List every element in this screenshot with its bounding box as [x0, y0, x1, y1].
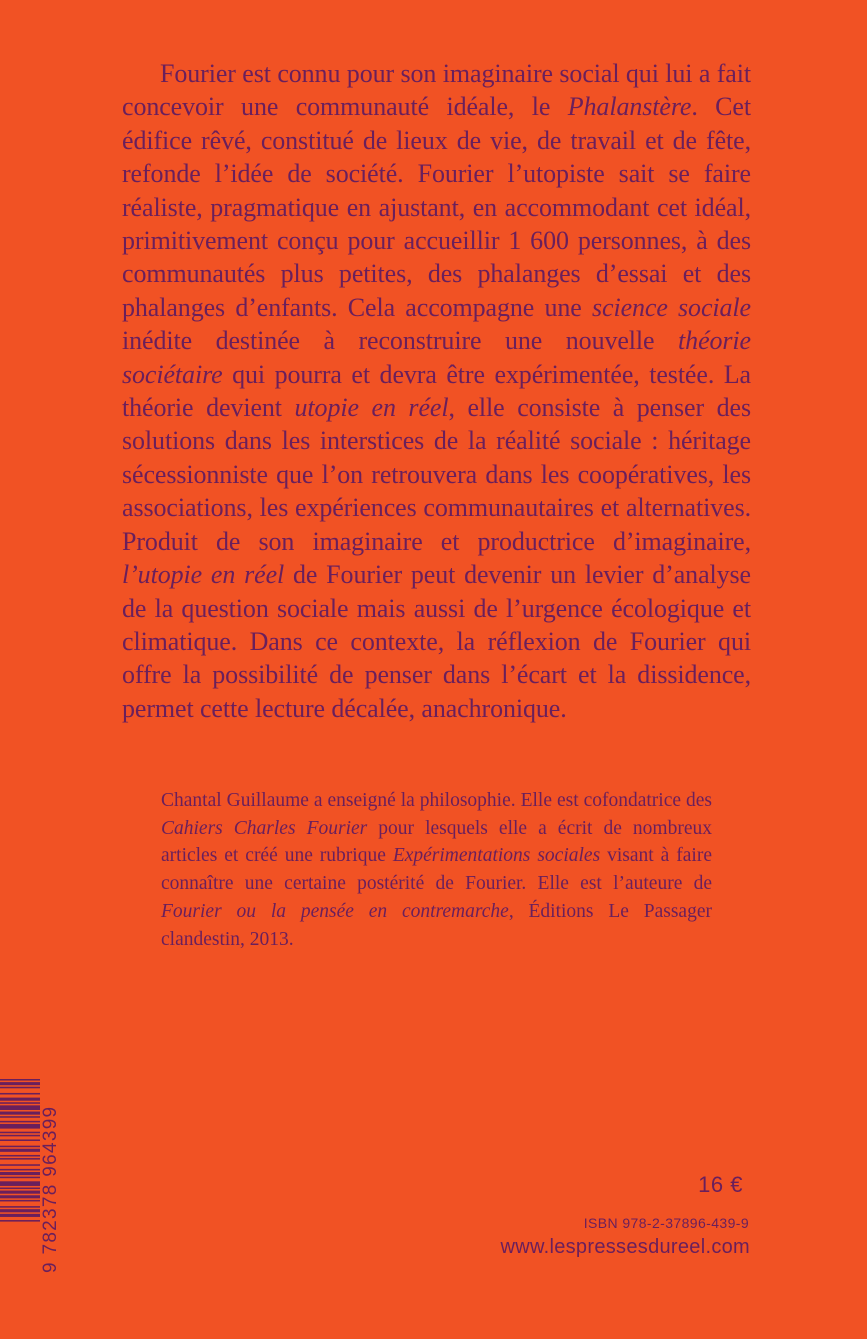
- barcode-bar: [0, 1121, 40, 1123]
- barcode-bar: [0, 1177, 40, 1179]
- summary-italic-term: Phalanstère: [567, 92, 692, 122]
- bio-text: pour lesquels elle a écrit de nombreux articles et créé une rubrique: [161, 817, 712, 867]
- bio-text: , Éditions Le Passager clandestin, 2013.: [161, 900, 712, 950]
- barcode-bar: [0, 1112, 40, 1115]
- barcode-bar: [0, 1220, 40, 1222]
- barcode-bar: [0, 1206, 40, 1208]
- bio-italic-title: Cahiers Charles Fourier: [161, 817, 368, 839]
- barcode-bar: [0, 1116, 40, 1118]
- barcode-bar: [0, 1149, 40, 1152]
- summary-italic-term: utopie en réel: [294, 393, 449, 423]
- summary-text: de Fourier peut devenir un levier d’analyse de la question sociale mais aussi de l’urgence écologique et climatique. Dans ce contexte, la réflexion de Fourier qui offre la possibilité de penser dans l’écart et la dissidence, permet cette lecture décalée, anachronique.: [122, 560, 751, 723]
- author-bio: [161, 787, 712, 953]
- summary-italic-term: l’utopie en réel: [122, 560, 285, 590]
- barcode-bar: [0, 1200, 40, 1202]
- barcode-bar: [0, 1124, 40, 1129]
- bio-italic-title: Expérimentations sociales: [392, 845, 601, 867]
- barcode-bar: [0, 1098, 40, 1101]
- barcode-bar: [0, 1093, 40, 1095]
- barcode-bar: [0, 1102, 40, 1104]
- barcode-bar: [0, 1135, 40, 1137]
- barcode-bar: [0, 1169, 40, 1171]
- barcode-bar: [0, 1146, 40, 1148]
- barcode-bar: [0, 1079, 40, 1081]
- isbn: ISBN 978-2-37896-439-9: [583, 1215, 749, 1231]
- barcode-bar: [0, 1139, 40, 1141]
- barcode-bar: [0, 1214, 40, 1217]
- bio-text: visant à faire connaître une certaine postérité de Fourier. Elle est l’auteure de: [161, 845, 712, 895]
- summary-italic-term: théorie sociétaire: [122, 326, 751, 389]
- barcode-bar: [0, 1155, 40, 1157]
- summary-text: . Cet édifice rêvé, constitué de lieux de vie, de travail et de fête, refonde l’idée de société. Fourier l’utopiste sait se faire réaliste, pragmatique en ajustant, en accommodant cet idéal, primitivement conçu pour accueillir 1 600 personnes, à des communautés plus petites, des phalanges d’essai et des phalanges d’enfants. Cela accompagne une: [122, 92, 751, 322]
- barcode-bar: [0, 1209, 40, 1212]
- barcode-bar: [0, 1164, 40, 1166]
- summary-text: qui pourra et devra être expérimentée, testée. La théorie devient: [122, 359, 751, 423]
- barcode-bar: [0, 1195, 40, 1198]
- barcode-bar: [0, 1082, 40, 1085]
- barcode-bar: [0, 1158, 40, 1160]
- barcode-bar: [0, 1132, 40, 1134]
- summary-text: , elle consiste à penser des solutions dans les interstices de la réalité sociale : héritage sécessionniste que l’on retrouvera dans les coopératives, les associations, les expériences communautaires et alternatives. Produit de son imaginaire et productrice d’imaginaire,: [122, 393, 751, 556]
- barcode-bar: [0, 1191, 40, 1194]
- barcode-bar: [0, 1181, 40, 1186]
- back-cover-summary: [122, 57, 751, 725]
- summary-italic-term: science sociale: [591, 292, 751, 322]
- barcode-bar: [0, 1188, 40, 1190]
- barcode-bar: [0, 1087, 40, 1089]
- bio-text: Chantal Guillaume a enseigné la philosophie. Elle est cofondatrice des: [161, 790, 712, 811]
- barcode-digits: 9 782378 964399: [40, 1105, 61, 1273]
- barcode-bar: [0, 1105, 40, 1110]
- summary-text: inédite destinée à reconstruire une nouvelle: [122, 326, 679, 356]
- bio-italic-title: Fourier ou la pensée en contremarche: [161, 900, 509, 922]
- summary-text: Fourier est connu pour son imaginaire social qui lui a fait concevoir une communauté idéale, le: [122, 59, 751, 122]
- price: 16 €: [698, 1172, 743, 1197]
- barcode-bar: [0, 1172, 40, 1175]
- publisher-website: www.lespressesdureel.com: [500, 1236, 750, 1258]
